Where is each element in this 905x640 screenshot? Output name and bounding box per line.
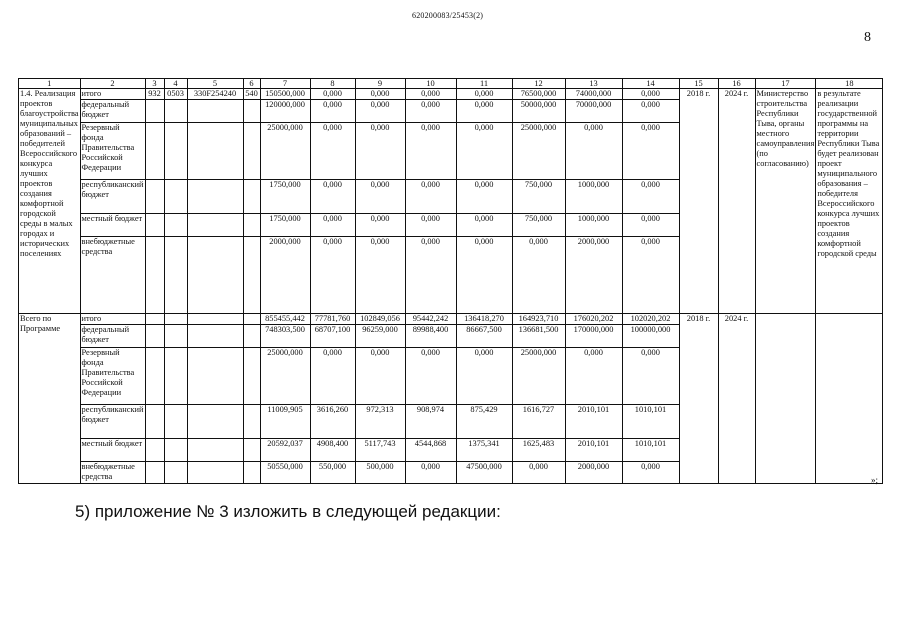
empty-cell — [243, 214, 260, 237]
amount-cell: 0,000 — [565, 348, 622, 405]
amount-cell: 0,000 — [310, 348, 355, 405]
amount-cell: 68707,100 — [310, 325, 355, 348]
empty-cell — [187, 348, 243, 405]
amount-cell: 25000,000 — [260, 348, 310, 405]
funding-source-cell: федеральный бюджет — [80, 325, 145, 348]
amount-cell: 20592,037 — [260, 439, 310, 462]
column-header: 1 — [19, 79, 81, 89]
column-header: 14 — [622, 79, 679, 89]
amount-cell: 0,000 — [622, 89, 679, 100]
amount-cell: 0,000 — [355, 214, 405, 237]
executor-cell: Министерство строительства Республики Тыва, органы местного самоуправления (по согласованию) — [755, 89, 816, 314]
amount-cell: 0,000 — [310, 214, 355, 237]
amount-cell: 89988,400 — [405, 325, 456, 348]
amount-cell: 1375,341 — [456, 439, 512, 462]
column-header: 4 — [164, 79, 187, 89]
amount-cell: 855455,442 — [260, 314, 310, 325]
funding-source-cell: Резервный фонда Правительства Российской Федерации — [80, 123, 145, 180]
funding-source-cell: итого — [80, 314, 145, 325]
amount-cell: 0,000 — [622, 180, 679, 214]
amount-cell: 1616,727 — [512, 405, 565, 439]
result-cell: в результате реализации государственной программы на территории Республики Тыва будет реализован проект муниципального образования – победителя Всероссийского конкурса лучших проектов создания комфортной городской среды — [816, 89, 883, 314]
amount-cell: 2010,101 — [565, 405, 622, 439]
amount-cell: 0,000 — [355, 89, 405, 100]
amount-cell: 170000,000 — [565, 325, 622, 348]
amount-cell: 0,000 — [405, 348, 456, 405]
amount-cell: 0,000 — [456, 180, 512, 214]
amount-cell: 0,000 — [512, 462, 565, 484]
amount-cell: 50550,000 — [260, 462, 310, 484]
empty-cell — [187, 462, 243, 484]
executor-cell — [755, 314, 816, 484]
amount-cell: 1750,000 — [260, 180, 310, 214]
empty-cell — [187, 214, 243, 237]
amount-cell: 4544,868 — [405, 439, 456, 462]
column-header: 18 — [816, 79, 883, 89]
amount-cell: 47500,000 — [456, 462, 512, 484]
measure-name-cell: Всего по Программе — [19, 314, 81, 484]
empty-cell — [243, 405, 260, 439]
amount-cell: 0,000 — [456, 348, 512, 405]
amount-cell: 0,000 — [310, 180, 355, 214]
amount-cell: 0,000 — [622, 348, 679, 405]
amount-cell: 0,000 — [622, 123, 679, 180]
amount-cell: 164923,710 — [512, 314, 565, 325]
start-year-cell: 2018 г. — [679, 89, 718, 314]
amount-cell: 0,000 — [405, 123, 456, 180]
empty-cell — [187, 325, 243, 348]
empty-cell — [243, 180, 260, 214]
amount-cell: 0,000 — [405, 237, 456, 314]
column-header: 2 — [80, 79, 145, 89]
amount-cell: 50000,000 — [512, 100, 565, 123]
measure-name-cell: 1.4. Реализация проектов благоустройства муниципальных образований – победителей Всероссийского конкурса лучших проектов создания комфортной городской среды в малых городах и исторических поселениях — [19, 89, 81, 314]
empty-cell — [145, 314, 164, 325]
amount-cell: 0,000 — [456, 100, 512, 123]
amount-cell: 875,429 — [456, 405, 512, 439]
amount-cell: 25000,000 — [512, 123, 565, 180]
column-header: 9 — [355, 79, 405, 89]
amount-cell: 0,000 — [355, 237, 405, 314]
empty-cell — [164, 405, 187, 439]
funding-source-cell: местный бюджет — [80, 439, 145, 462]
empty-cell — [164, 439, 187, 462]
amount-cell: 2000,000 — [565, 462, 622, 484]
amount-cell: 0,000 — [512, 237, 565, 314]
funding-source-cell: местный бюджет — [80, 214, 145, 237]
empty-cell — [243, 237, 260, 314]
amount-cell: 0,000 — [310, 100, 355, 123]
amount-cell: 70000,000 — [565, 100, 622, 123]
section-heading: 5) приложение № 3 изложить в следующей редакции: — [75, 502, 501, 521]
amount-cell: 750,000 — [512, 180, 565, 214]
budget-code-cell: 330F254240 — [187, 89, 243, 100]
empty-cell — [187, 237, 243, 314]
document-id: 620200083/25453(2) — [412, 11, 484, 20]
amount-cell: 908,974 — [405, 405, 456, 439]
start-year-cell: 2018 г. — [679, 314, 718, 484]
amount-cell: 0,000 — [355, 348, 405, 405]
empty-cell — [145, 100, 164, 123]
amount-cell: 136681,500 — [512, 325, 565, 348]
empty-cell — [243, 462, 260, 484]
empty-cell — [243, 123, 260, 180]
amount-cell: 500,000 — [355, 462, 405, 484]
amount-cell: 0,000 — [310, 123, 355, 180]
amount-cell: 748303,500 — [260, 325, 310, 348]
budget-code-cell: 540 — [243, 89, 260, 100]
empty-cell — [187, 100, 243, 123]
column-header: 10 — [405, 79, 456, 89]
amount-cell: 96259,000 — [355, 325, 405, 348]
amount-cell: 102849,056 — [355, 314, 405, 325]
amount-cell: 0,000 — [456, 123, 512, 180]
funding-source-cell: республиканский бюджет — [80, 405, 145, 439]
amount-cell: 0,000 — [355, 123, 405, 180]
empty-cell — [164, 123, 187, 180]
amount-cell: 1625,483 — [512, 439, 565, 462]
funding-source-cell: внебюджетные средства — [80, 462, 145, 484]
amount-cell: 77781,760 — [310, 314, 355, 325]
amount-cell: 102020,202 — [622, 314, 679, 325]
empty-cell — [164, 180, 187, 214]
empty-cell — [145, 462, 164, 484]
amount-cell: 0,000 — [310, 237, 355, 314]
empty-cell — [187, 314, 243, 325]
amount-cell: 25000,000 — [260, 123, 310, 180]
amount-cell: 0,000 — [622, 237, 679, 314]
amount-cell: 0,000 — [565, 123, 622, 180]
program-financing-table — [18, 78, 883, 484]
empty-cell — [243, 325, 260, 348]
empty-cell — [145, 180, 164, 214]
amount-cell: 25000,000 — [512, 348, 565, 405]
amount-cell: 1000,000 — [565, 180, 622, 214]
amount-cell: 11009,905 — [260, 405, 310, 439]
column-header: 3 — [145, 79, 164, 89]
amount-cell: 2000,000 — [260, 237, 310, 314]
closing-quote-mark: »; — [871, 475, 879, 485]
amount-cell: 74000,000 — [565, 89, 622, 100]
amount-cell: 1000,000 — [565, 214, 622, 237]
column-header: 5 — [187, 79, 243, 89]
amount-cell: 0,000 — [456, 237, 512, 314]
amount-cell: 2000,000 — [565, 237, 622, 314]
funding-source-cell: Резервный фонда Правительства Российской Федерации — [80, 348, 145, 405]
amount-cell: 0,000 — [310, 89, 355, 100]
table-row — [19, 89, 883, 100]
amount-cell: 0,000 — [405, 180, 456, 214]
empty-cell — [243, 314, 260, 325]
amount-cell: 0,000 — [622, 214, 679, 237]
table-row — [19, 314, 883, 325]
empty-cell — [145, 237, 164, 314]
column-header: 12 — [512, 79, 565, 89]
amount-cell: 86667,500 — [456, 325, 512, 348]
empty-cell — [243, 100, 260, 123]
amount-cell: 0,000 — [355, 100, 405, 123]
empty-cell — [164, 214, 187, 237]
empty-cell — [164, 314, 187, 325]
end-year-cell: 2024 г. — [718, 314, 755, 484]
empty-cell — [243, 348, 260, 405]
funding-source-cell: федеральный бюджет — [80, 100, 145, 123]
amount-cell: 3616,260 — [310, 405, 355, 439]
amount-cell: 1750,000 — [260, 214, 310, 237]
amount-cell: 95442,242 — [405, 314, 456, 325]
empty-cell — [164, 100, 187, 123]
end-year-cell: 2024 г. — [718, 89, 755, 314]
empty-cell — [243, 439, 260, 462]
amount-cell: 0,000 — [405, 100, 456, 123]
amount-cell: 150500,000 — [260, 89, 310, 100]
empty-cell — [145, 123, 164, 180]
empty-cell — [145, 405, 164, 439]
empty-cell — [164, 237, 187, 314]
amount-cell: 76500,000 — [512, 89, 565, 100]
amount-cell: 0,000 — [405, 462, 456, 484]
amount-cell: 1010,101 — [622, 439, 679, 462]
column-header: 11 — [456, 79, 512, 89]
funding-source-cell: внебюджетные средства — [80, 237, 145, 314]
amount-cell: 176020,202 — [565, 314, 622, 325]
amount-cell: 0,000 — [456, 89, 512, 100]
amount-cell: 1010,101 — [622, 405, 679, 439]
empty-cell — [145, 348, 164, 405]
column-header: 16 — [718, 79, 755, 89]
amount-cell: 120000,000 — [260, 100, 310, 123]
empty-cell — [164, 348, 187, 405]
column-header: 7 — [260, 79, 310, 89]
amount-cell: 5117,743 — [355, 439, 405, 462]
header-row — [19, 79, 883, 89]
amount-cell: 550,000 — [310, 462, 355, 484]
empty-cell — [187, 405, 243, 439]
amount-cell: 2010,101 — [565, 439, 622, 462]
empty-cell — [187, 180, 243, 214]
amount-cell: 4908,400 — [310, 439, 355, 462]
column-header: 6 — [243, 79, 260, 89]
result-cell — [816, 314, 883, 484]
column-header: 13 — [565, 79, 622, 89]
empty-cell — [145, 439, 164, 462]
funding-source-cell: республиканский бюджет — [80, 180, 145, 214]
amount-cell: 136418,270 — [456, 314, 512, 325]
amount-cell: 0,000 — [622, 462, 679, 484]
amount-cell: 100000,000 — [622, 325, 679, 348]
budget-code-cell: 932 — [145, 89, 164, 100]
amount-cell: 0,000 — [622, 100, 679, 123]
empty-cell — [164, 462, 187, 484]
column-header: 17 — [755, 79, 816, 89]
budget-code-cell: 0503 — [164, 89, 187, 100]
empty-cell — [187, 439, 243, 462]
empty-cell — [145, 325, 164, 348]
empty-cell — [164, 325, 187, 348]
page-number: 8 — [864, 30, 871, 45]
amount-cell: 0,000 — [405, 89, 456, 100]
amount-cell: 0,000 — [355, 180, 405, 214]
amount-cell: 0,000 — [405, 214, 456, 237]
column-header: 15 — [679, 79, 718, 89]
empty-cell — [187, 123, 243, 180]
amount-cell: 750,000 — [512, 214, 565, 237]
amount-cell: 972,313 — [355, 405, 405, 439]
funding-source-cell: итого — [80, 89, 145, 100]
column-header: 8 — [310, 79, 355, 89]
amount-cell: 0,000 — [456, 214, 512, 237]
empty-cell — [145, 214, 164, 237]
